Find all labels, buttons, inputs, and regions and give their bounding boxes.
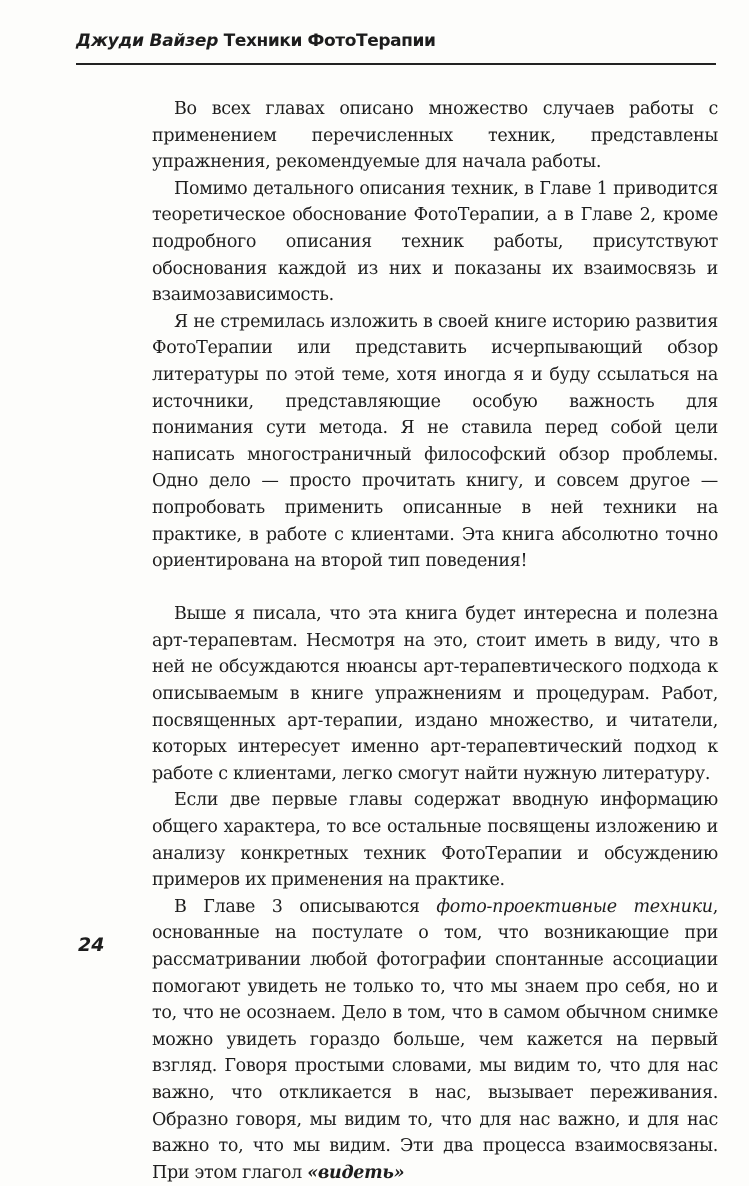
page-number: 24 [78, 934, 105, 956]
chapter3-term: фото-проективные техники [436, 896, 713, 917]
header-book-title: Техники ФотоТерапии [223, 31, 436, 51]
body-text [152, 96, 718, 1186]
section-gap [152, 575, 718, 602]
running-header [76, 26, 716, 56]
paragraph-chapter3 [152, 894, 718, 1186]
header-divider [76, 63, 716, 65]
chapter3-text: , основанные на постулате о том, что возникающие при рассматривании любой фотографии спонтанные ассоциации помогают увидеть не только то, что мы знаем про себя, но и то, что не осознаем. Дело в том, что в самом обычном снимке можно увидеть гораздо больше, чем кажется на первый взгляд. Говоря простыми словами, мы видим то, что для нас важно, что откликается в нас, вызывает переживания. Образно говоря, мы видим то, что для нас важно, и для нас важно то, что мы видим. Эти два процесса взаимосвязаны. При этом глагол [152, 896, 718, 1183]
paragraph: Помимо детального описания техник, в Главе 1 приводится теоретическое обоснование ФотоТерапии, а в Главе 2, кроме подробного описания техник работы, присутствуют обоснования каждой из них и показаны их взаимосвязь и взаимозависимость. [152, 178, 718, 306]
paragraph: Выше я писала, что эта книга будет интересна и полезна арт-терапевтам. Несмотря на это, стоит иметь в виду, что в ней не обсуждаются нюансы арт-терапевтического подхода к описываемым в книге упражнениям и процедурам. Работ, посвященных арт-терапии, издано множество, и читатели, которых интересует именно арт-терапевтический подход к работе с клиентами, легко смогут найти нужную литературу. [152, 604, 718, 784]
chapter3-quoted-verb: «видеть» [307, 1162, 405, 1183]
paragraph: Если две первые главы содержат вводную информацию общего характера, то все остальные посвящены изложению и анализу конкретных техник ФотоТерапии и обсуждению примеров их применения на практике. [152, 790, 718, 891]
paragraph: Во всех главах описано множество случаев работы с применением перечисленных техник, представлены упражнения, рекомендуемые для начала работы. [152, 99, 718, 173]
chapter3-lead: В Главе 3 описываются [174, 896, 437, 917]
header-author: Джуди Вайзер [76, 31, 219, 51]
paragraph: Я не стремилась изложить в своей книге историю развития ФотоТерапии или представить исчерпывающий обзор литературы по этой теме, хотя иногда я и буду ссылаться на источники, представляющие особую важность для понимания сути метода. Я не ставила перед собой цели написать многостраничный философский обзор проблемы. Одно дело — просто прочитать книгу, и совсем другое — попробовать применить описанные в ней техники на практике, в работе с клиентами. Эта книга абсолютно точно ориентирована на второй тип поведения! [152, 311, 718, 572]
